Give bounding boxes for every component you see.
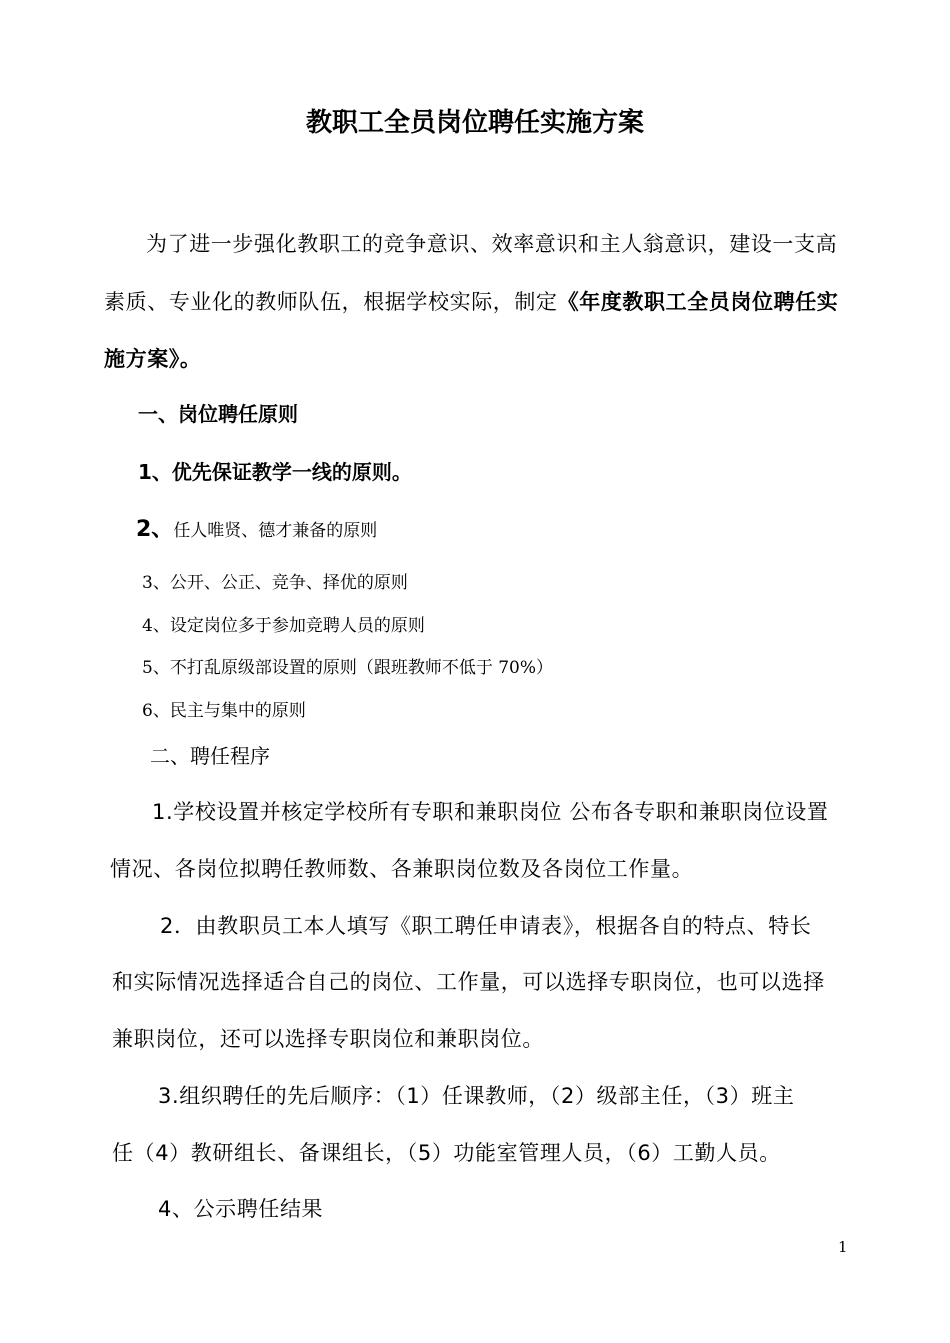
principle-item-1: 1、优先保证教学一线的原则。 bbox=[138, 460, 412, 484]
principle-item-2 bbox=[136, 512, 377, 543]
step-2-line-3: 兼职岗位，还可以选择专职岗位和兼职岗位。 bbox=[112, 1027, 544, 1051]
step-2-line-2: 和实际情况选择适合自己的岗位、工作量，可以选择专职岗位，也可以选择 bbox=[112, 970, 825, 994]
intro-line-1: 为了进一步强化教职工的竞争意识、效率意识和主人翁意识，建设一支高 bbox=[146, 232, 838, 256]
principle-item-2-text: 任人唯贤、德才兼备的原则 bbox=[173, 521, 378, 541]
intro-line-3: 施方案》。 bbox=[104, 347, 202, 371]
step-1-line-1: 1.学校设置并核定学校所有专职和兼职岗位 公布各专职和兼职岗位设置 bbox=[152, 800, 829, 824]
document-title: 教职工全员岗位聘任实施方案 bbox=[305, 108, 644, 138]
step-3-line-2: 任（4）教研组长、备课组长，（5）功能室管理人员，（6）工勤人员。 bbox=[112, 1141, 781, 1165]
intro-line-2-plain: 素质、专业化的教师队伍，根据学校实际，制定 bbox=[104, 290, 558, 314]
section1-heading: 一、岗位聘任原则 bbox=[138, 402, 298, 426]
step-2-line-1: 2．由教职员工本人填写《职工聘任申请表》，根据各自的特点、特长 bbox=[160, 914, 812, 938]
principle-item-5: 5、不打乱原级部设置的原则（跟班教师不低于 70%） bbox=[142, 658, 554, 678]
principle-item-4: 4、设定岗位多于参加竞聘人员的原则 bbox=[142, 616, 425, 636]
step-3-line-1: 3.组织聘任的先后顺序：（1）任课教师，（2）级部主任，（3）班主 bbox=[158, 1084, 795, 1108]
page-number: 1 bbox=[838, 1238, 848, 1256]
principle-item-2-number: 2、 bbox=[136, 517, 174, 542]
intro-line-2 bbox=[104, 286, 838, 316]
principle-item-6: 6、民主与集中的原则 bbox=[142, 701, 306, 721]
step-4: 4、公示聘任结果 bbox=[158, 1197, 324, 1221]
step-1-line-2: 情况、各岗位拟聘任教师数、各兼职岗位数及各岗位工作量。 bbox=[110, 857, 694, 881]
intro-line-2-bold: 《年度教职工全员岗位聘任实 bbox=[557, 290, 839, 314]
principle-item-3: 3、公开、公正、竞争、择优的原则 bbox=[142, 573, 408, 593]
section2-heading: 二、聘任程序 bbox=[150, 744, 270, 768]
